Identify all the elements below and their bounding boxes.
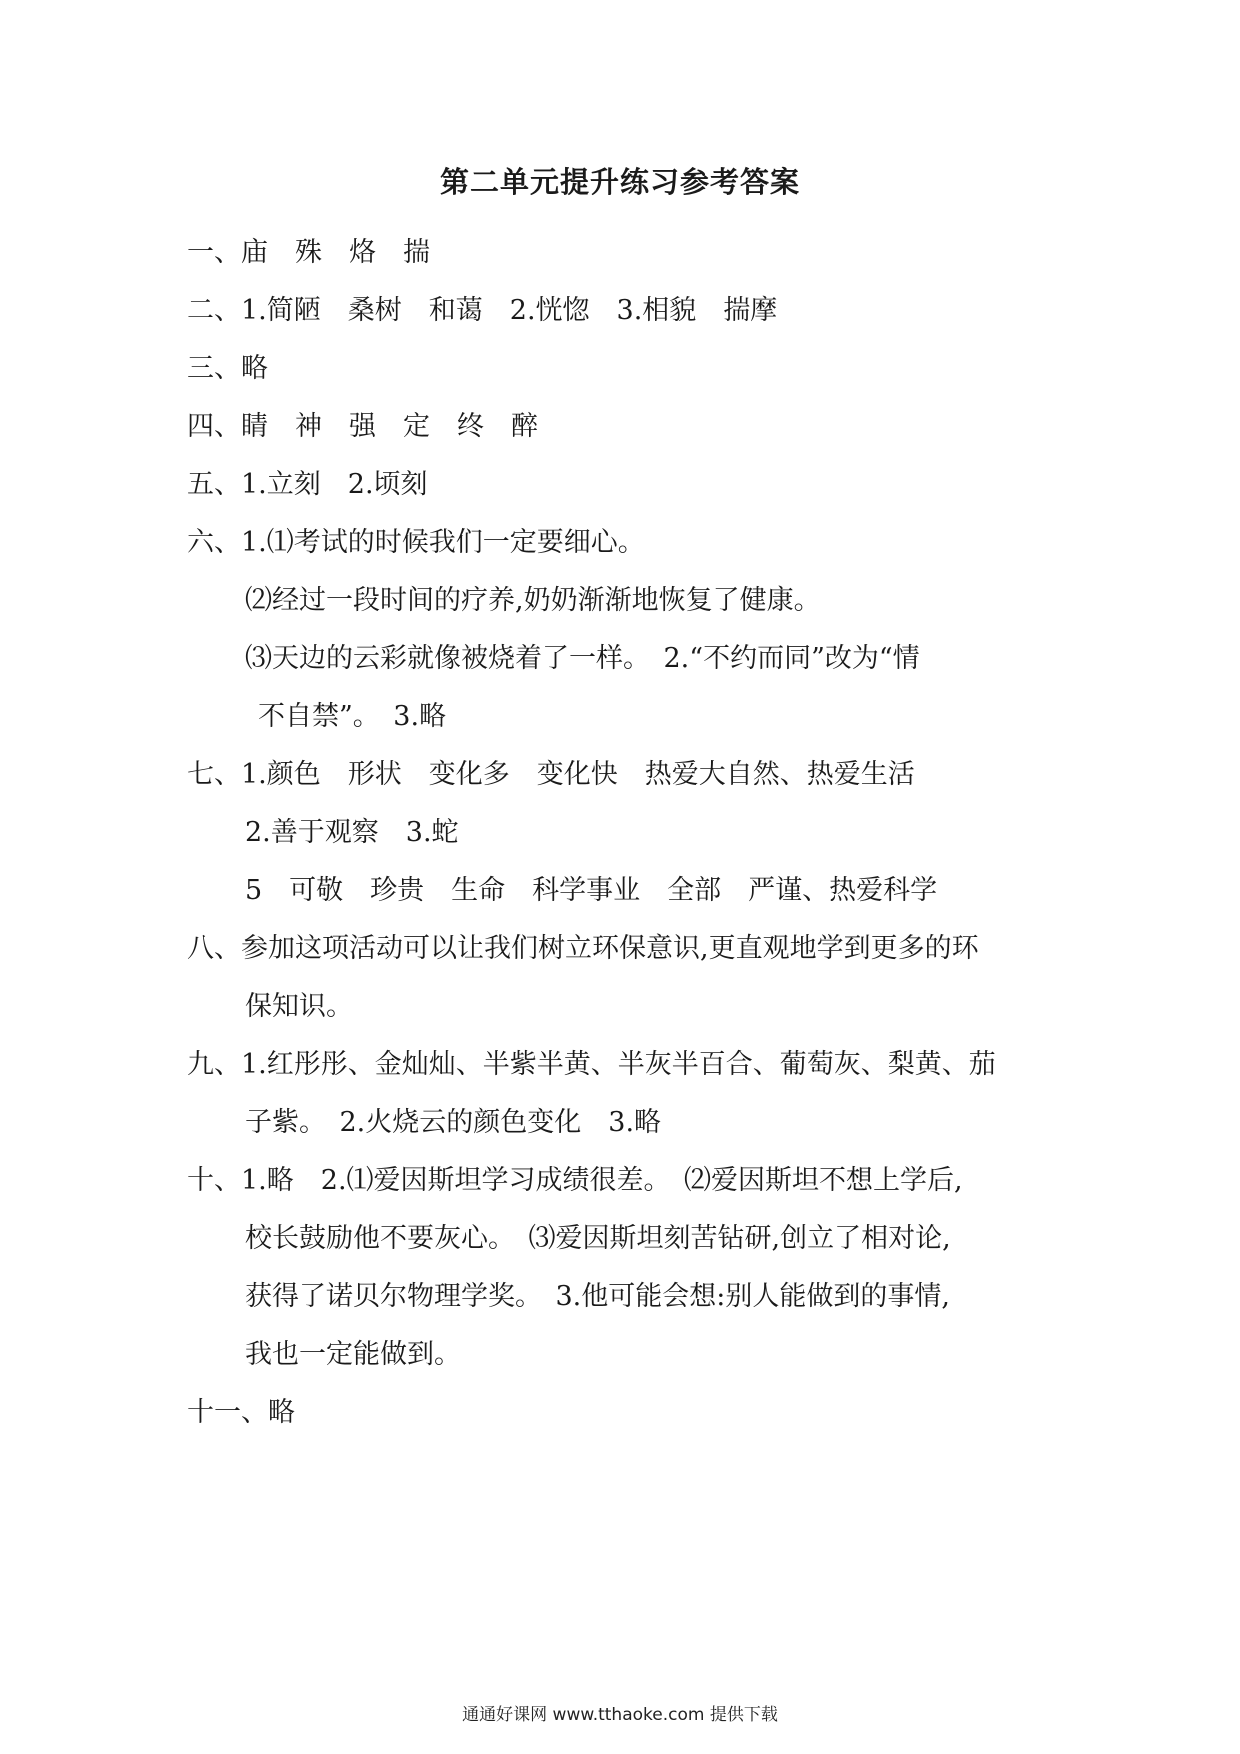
answer-line-6: 六、1.⑴考试的时候我们一定要细心。 bbox=[187, 527, 645, 558]
page-title: 第二单元提升练习参考答案 bbox=[439, 165, 800, 199]
answer-line-7-2: 2.善于观察 3.蛇 bbox=[245, 817, 459, 848]
answer-line-4: 四、睛 神 强 定 终 醉 bbox=[187, 411, 538, 442]
answer-line-2: 二、1.简陋 桑树 和蔼 2.恍惚 3.相貌 揣摩 bbox=[187, 295, 778, 326]
answer-line-10-4: 我也一定能做到。 bbox=[245, 1339, 461, 1370]
answer-line-5: 五、1.立刻 2.顷刻 bbox=[187, 469, 428, 500]
answer-line-6-4: 不自禁”。 3.略 bbox=[258, 701, 447, 732]
answer-line-9: 九、1.红彤彤、金灿灿、半紫半黄、半灰半百合、葡萄灰、梨黄、茄 bbox=[187, 1049, 996, 1080]
answer-line-3: 三、略 bbox=[187, 353, 268, 384]
answer-line-7-3: 5 可敬 珍贵 生命 科学事业 全部 严谨、热爱科学 bbox=[245, 875, 938, 906]
answer-line-11: 十一、略 bbox=[187, 1397, 295, 1428]
answer-line-10-3: 获得了诺贝尔物理学奖。 3.他可能会想:别人能做到的事情, bbox=[245, 1281, 950, 1312]
answer-line-7: 七、1.颜色 形状 变化多 变化快 热爱大自然、热爱生活 bbox=[187, 759, 915, 790]
answer-line-10-2: 校长鼓励他不要灰心。 ⑶爱因斯坦刻苦钻研,创立了相对论, bbox=[245, 1223, 951, 1254]
answer-line-9-2: 子紫。 2.火烧云的颜色变化 3.略 bbox=[245, 1107, 662, 1138]
answer-line-8-2: 保知识。 bbox=[245, 991, 353, 1022]
answer-line-8: 八、参加这项活动可以让我们树立环保意识,更直观地学到更多的环 bbox=[187, 933, 979, 964]
answer-line-1: 一、庙 殊 烙 揣 bbox=[187, 237, 430, 268]
answer-line-10: 十、1.略 2.⑴爱因斯坦学习成绩很差。 ⑵爱因斯坦不想上学后, bbox=[187, 1165, 963, 1196]
footer-download-note: 通通好课网 www.tthaoke.com 提供下载 bbox=[462, 1705, 778, 1725]
answer-line-6-2: ⑵经过一段时间的疗养,奶奶渐渐地恢复了健康。 bbox=[245, 585, 821, 616]
answer-line-6-3: ⑶天边的云彩就像被烧着了一样。 2.“不约而同”改为“情 bbox=[245, 643, 920, 674]
